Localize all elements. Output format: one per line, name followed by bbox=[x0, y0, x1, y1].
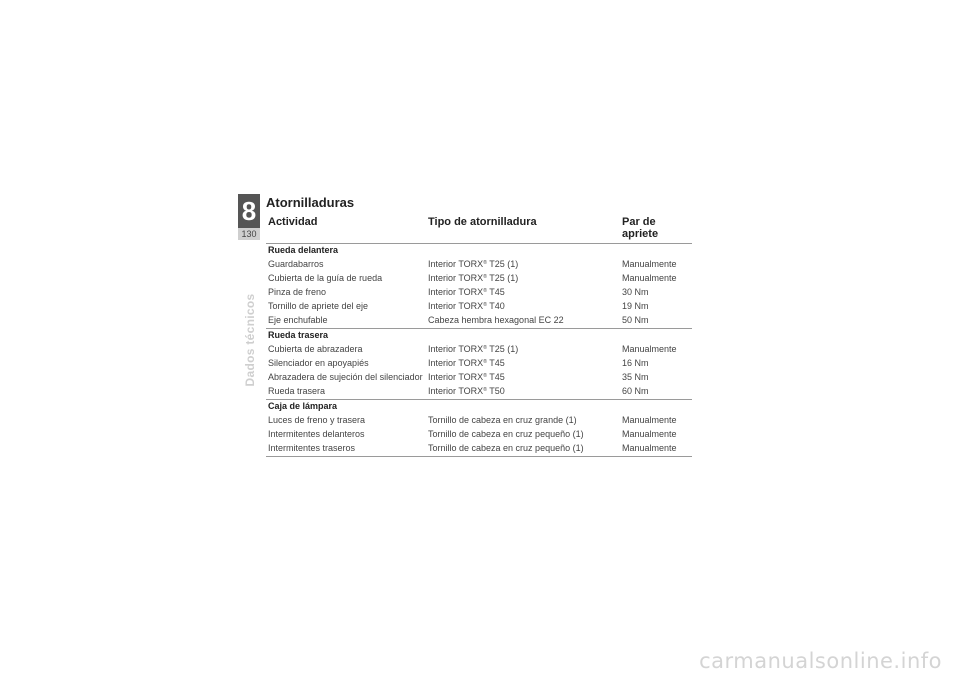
cell-tipo-size: T50 bbox=[486, 386, 505, 396]
cell-tipo-main: Interior TORX bbox=[428, 259, 484, 269]
cell-tipo-main: Interior TORX bbox=[428, 372, 484, 382]
registered-mark: ® bbox=[483, 274, 487, 280]
group-title: Rueda delantera bbox=[268, 245, 339, 255]
table-group bbox=[266, 400, 692, 457]
table-row bbox=[266, 428, 692, 442]
torque-table bbox=[266, 214, 692, 457]
cell-tipo bbox=[428, 372, 622, 383]
cell-tipo bbox=[428, 315, 622, 326]
cell-par: Manualmente bbox=[622, 259, 677, 269]
registered-mark: ® bbox=[483, 288, 487, 294]
cell-tipo-main: Tornillo de cabeza en cruz pequeño (1) bbox=[428, 429, 584, 439]
cell-actividad: Abrazadera de sujeción del silenciador bbox=[268, 372, 423, 382]
table-body bbox=[266, 244, 692, 457]
cell-tipo bbox=[428, 344, 622, 355]
cell-tipo-main: Tornillo de cabeza en cruz pequeño (1) bbox=[428, 443, 584, 453]
cell-actividad: Tornillo de apriete del eje bbox=[268, 301, 369, 311]
cell-tipo-main: Interior TORX bbox=[428, 386, 484, 396]
cell-par: 16 Nm bbox=[622, 358, 649, 368]
cell-par: Manualmente bbox=[622, 344, 677, 354]
section-title: Atornilladuras bbox=[266, 195, 355, 210]
cell-actividad: Rueda trasera bbox=[268, 386, 326, 396]
cell-par: 60 Nm bbox=[622, 386, 649, 396]
chapter-side-label: Dados técnicos bbox=[243, 293, 257, 387]
cell-actividad: Pinza de freno bbox=[268, 287, 327, 297]
table-row bbox=[266, 442, 692, 456]
table-row bbox=[266, 300, 692, 314]
cell-par: Manualmente bbox=[622, 429, 677, 439]
cell-tipo-main: Interior TORX bbox=[428, 358, 484, 368]
table-row bbox=[266, 414, 692, 428]
cell-tipo-main: Interior TORX bbox=[428, 287, 484, 297]
cell-par: 50 Nm bbox=[622, 315, 649, 325]
table-row bbox=[266, 286, 692, 300]
cell-tipo bbox=[428, 287, 622, 298]
watermark: carmanualsonline.info bbox=[699, 649, 942, 673]
cell-actividad: Cubierta de abrazadera bbox=[268, 344, 363, 354]
cell-actividad: Cubierta de la guía de rueda bbox=[268, 273, 383, 283]
registered-mark: ® bbox=[483, 302, 487, 308]
registered-mark: ® bbox=[483, 359, 487, 365]
group-title: Caja de lámpara bbox=[268, 401, 338, 411]
page-number: 130 bbox=[238, 228, 260, 240]
cell-par: Manualmente bbox=[622, 443, 677, 453]
table-group bbox=[266, 244, 692, 329]
table-header bbox=[266, 214, 692, 244]
cell-tipo-main: Interior TORX bbox=[428, 301, 484, 311]
cell-tipo-size: T25 (1) bbox=[486, 344, 519, 354]
registered-mark: ® bbox=[483, 260, 487, 266]
cell-tipo-main: Cabeza hembra hexagonal EC 22 bbox=[428, 315, 564, 325]
cell-tipo-main: Interior TORX bbox=[428, 273, 484, 283]
table-row bbox=[266, 343, 692, 357]
cell-tipo bbox=[428, 443, 622, 454]
cell-actividad: Intermitentes traseros bbox=[268, 443, 356, 453]
cell-par: Manualmente bbox=[622, 415, 677, 425]
cell-tipo-size: T45 bbox=[486, 372, 505, 382]
cell-par: Manualmente bbox=[622, 273, 677, 283]
registered-mark: ® bbox=[483, 345, 487, 351]
cell-tipo bbox=[428, 415, 622, 426]
cell-tipo bbox=[428, 429, 622, 440]
table-row bbox=[266, 385, 692, 399]
cell-tipo-main: Interior TORX bbox=[428, 344, 484, 354]
header-par: Par de apriete bbox=[622, 216, 659, 240]
cell-actividad: Intermitentes delanteros bbox=[268, 429, 365, 439]
table-group bbox=[266, 329, 692, 400]
group-title: Rueda trasera bbox=[268, 330, 329, 340]
table-row bbox=[266, 371, 692, 385]
cell-actividad: Luces de freno y trasera bbox=[268, 415, 366, 425]
cell-par: 19 Nm bbox=[622, 301, 649, 311]
header-tipo: Tipo de atornilladura bbox=[428, 216, 537, 228]
cell-tipo bbox=[428, 301, 622, 312]
cell-tipo-size: T45 bbox=[486, 358, 505, 368]
cell-tipo bbox=[428, 386, 622, 397]
cell-par: 30 Nm bbox=[622, 287, 649, 297]
registered-mark: ® bbox=[483, 373, 487, 379]
header-actividad: Actividad bbox=[268, 216, 318, 228]
cell-tipo bbox=[428, 259, 622, 270]
cell-tipo-main: Tornillo de cabeza en cruz grande (1) bbox=[428, 415, 577, 425]
cell-tipo-size: T45 bbox=[486, 287, 505, 297]
cell-actividad: Eje enchufable bbox=[268, 315, 328, 325]
registered-mark: ® bbox=[483, 387, 487, 393]
cell-tipo bbox=[428, 358, 622, 369]
cell-par: 35 Nm bbox=[622, 372, 649, 382]
cell-tipo-size: T25 (1) bbox=[486, 259, 519, 269]
cell-actividad: Silenciador en apoyapiés bbox=[268, 358, 369, 368]
cell-tipo bbox=[428, 273, 622, 284]
cell-tipo-size: T25 (1) bbox=[486, 273, 519, 283]
cell-tipo-size: T40 bbox=[486, 301, 505, 311]
table-row bbox=[266, 357, 692, 371]
chapter-number: 8 bbox=[238, 194, 260, 228]
cell-actividad: Guardabarros bbox=[268, 259, 324, 269]
table-row bbox=[266, 258, 692, 272]
table-row bbox=[266, 272, 692, 286]
table-row bbox=[266, 314, 692, 328]
